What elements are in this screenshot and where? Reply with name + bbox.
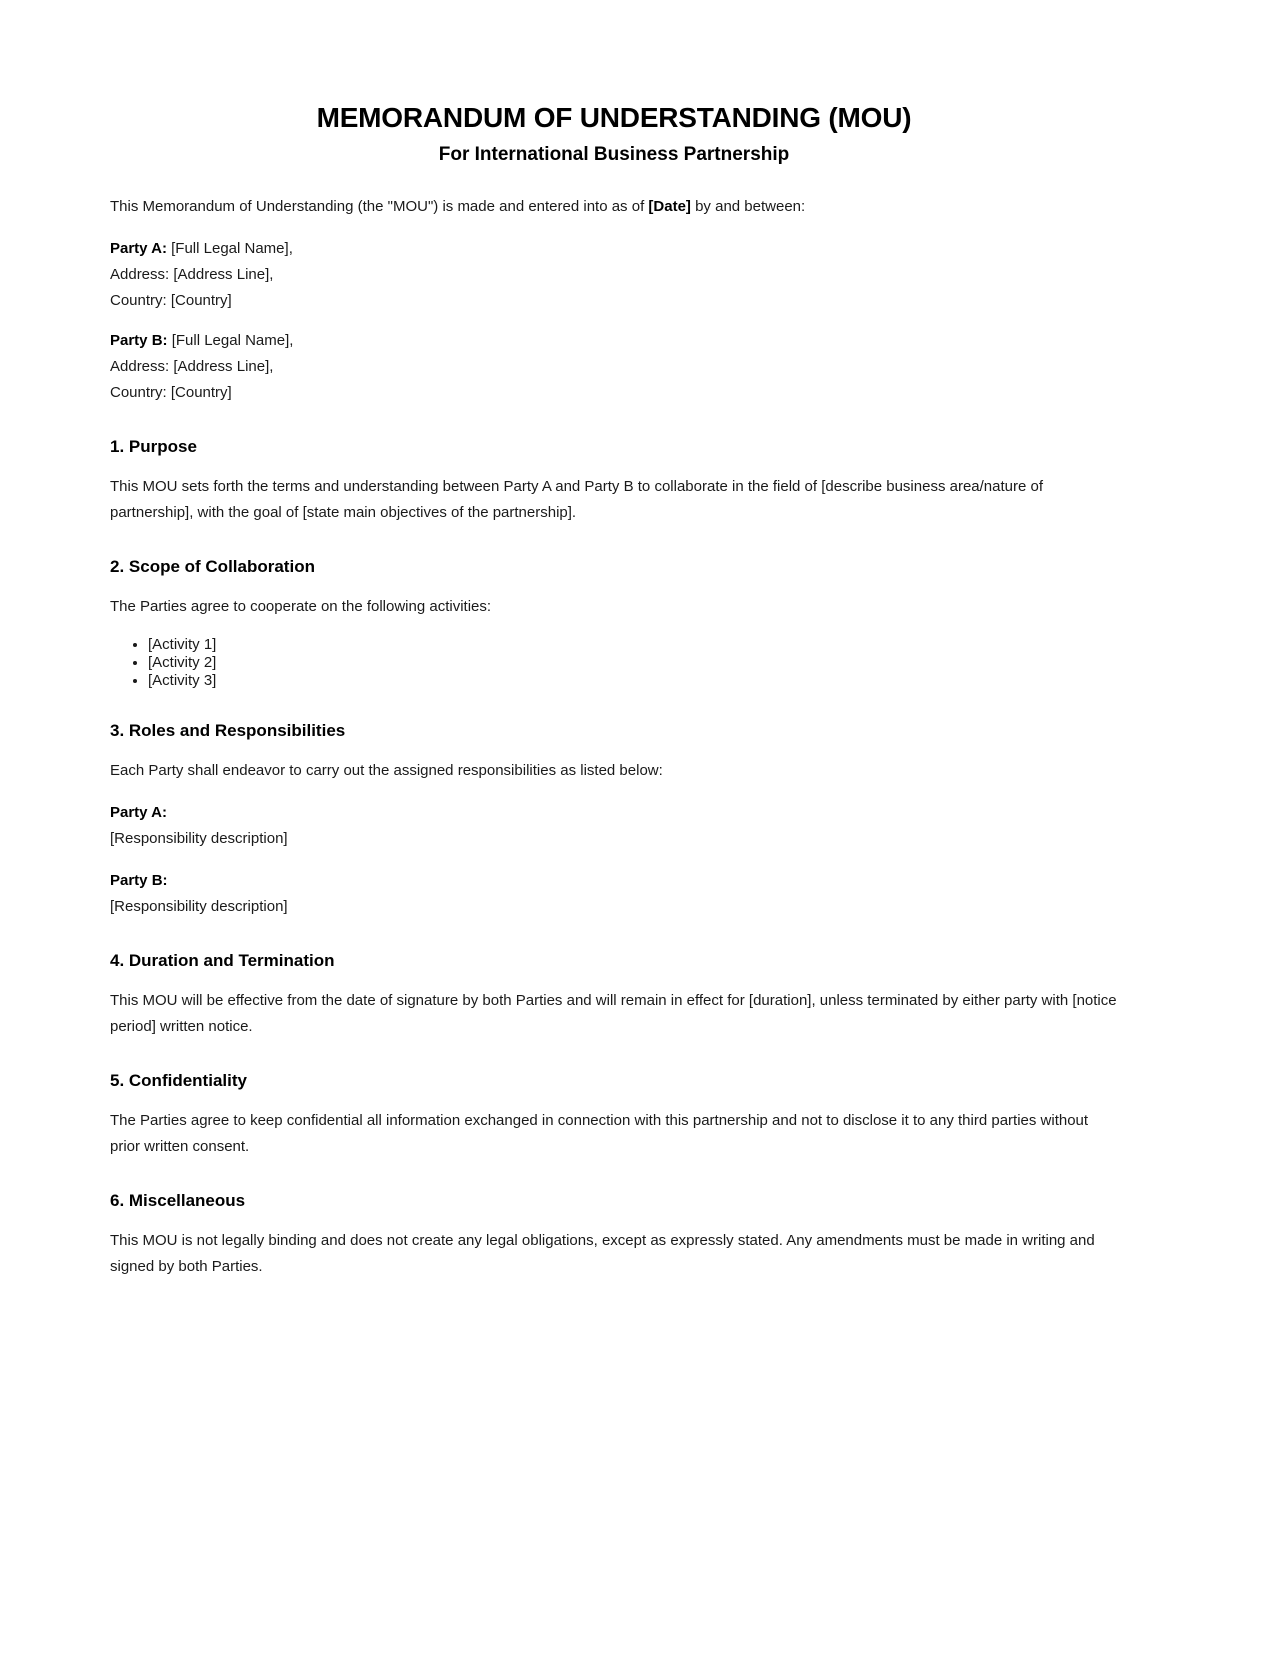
responsibility-label-party-b: Party B: bbox=[110, 871, 168, 889]
activity-list bbox=[110, 636, 1118, 690]
responsibility-label-party-a: Party A: bbox=[110, 803, 167, 821]
section-heading-roles: 3. Roles and Responsibilities bbox=[110, 720, 346, 740]
party-a-address: Address: [Address Line], bbox=[110, 265, 274, 283]
intro-text-before: This Memorandum of Understanding (the "MOU") is made and entered into as of bbox=[110, 197, 649, 215]
section-heading-duration: 4. Duration and Termination bbox=[110, 950, 335, 970]
party-b-name: [Full Legal Name], bbox=[167, 331, 294, 349]
section-paragraph-confidentiality: The Parties agree to keep confidential all information exchanged in connection with this partnership and not to disclose it to any third parties without prior written consent. bbox=[110, 1112, 1089, 1156]
responsibility-text-party-a: [Responsibility description] bbox=[110, 829, 288, 847]
section-paragraph-miscellaneous: This MOU is not legally binding and does not create any legal obligations, except as expressly stated. Any amendments must be made in writing and signed by both Parties. bbox=[110, 1232, 1095, 1276]
section-heading-scope: 2. Scope of Collaboration bbox=[110, 556, 315, 576]
list-item: • [Activity 2] bbox=[148, 654, 1118, 672]
party-a-name: [Full Legal Name], bbox=[166, 239, 293, 257]
party-b-name-line bbox=[110, 328, 1118, 354]
section-heading-miscellaneous: 6. Miscellaneous bbox=[110, 1191, 246, 1211]
section-paragraph-roles: Each Party shall endeavor to carry out the assigned responsibilities as listed below: bbox=[110, 761, 663, 779]
intro-text-after: by and between: bbox=[690, 197, 806, 215]
page-subtitle: For International Business Partnership bbox=[438, 144, 790, 165]
party-a-country: Country: [Country] bbox=[110, 291, 232, 309]
party-a-block bbox=[110, 236, 1118, 314]
section-paragraph-purpose: This MOU sets forth the terms and understanding between Party A and Party B to collaborate in the field of [describe business area/nature of partnership], with the goal of [state main objectives of the partnership]. bbox=[110, 477, 1044, 521]
section-paragraph-duration: This MOU will be effective from the date of signature by both Parties and will remain in effect for [duration], unless terminated by either party with [notice period] written notice. bbox=[110, 992, 1117, 1036]
responsibility-text-party-b: [Responsibility description] bbox=[110, 897, 288, 915]
party-b-block bbox=[110, 328, 1118, 406]
party-a-name-line bbox=[110, 236, 1118, 262]
section-paragraph-scope: The Parties agree to cooperate on the following activities: bbox=[110, 597, 492, 615]
list-item: • [Activity 3] bbox=[148, 672, 1118, 690]
intro-paragraph bbox=[110, 194, 1118, 220]
list-item: • [Activity 1] bbox=[148, 636, 1118, 654]
date-placeholder: [Date] bbox=[648, 197, 691, 215]
party-a-label: Party A: bbox=[110, 239, 167, 257]
party-b-country: Country: [Country] bbox=[110, 383, 232, 401]
party-b-address: Address: [Address Line], bbox=[110, 357, 274, 375]
page-title: MEMORANDUM OF UNDERSTANDING (MOU) bbox=[316, 102, 912, 133]
page-bottom-whitespace bbox=[110, 1296, 1118, 1596]
party-b-label: Party B: bbox=[110, 331, 168, 349]
section-heading-confidentiality: 5. Confidentiality bbox=[110, 1071, 247, 1091]
section-heading-purpose: 1. Purpose bbox=[110, 436, 197, 456]
